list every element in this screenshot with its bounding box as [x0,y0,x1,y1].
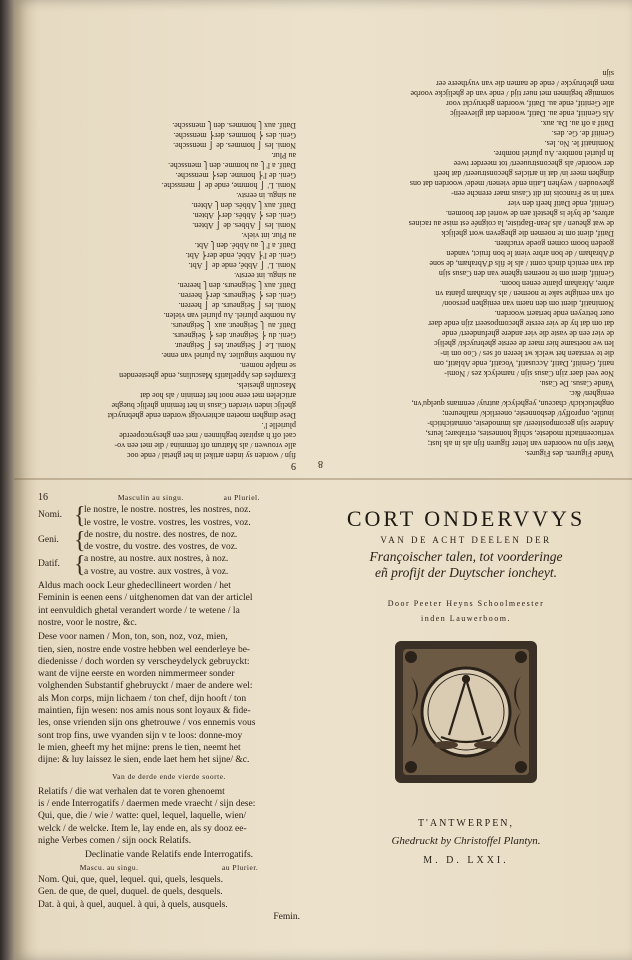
text-line: Datif a oft au. Da. aux. [540,119,614,128]
declension-row: de vostre, du vostre. des vostres, de voz. [84,542,238,553]
header-singular: Masculin au singu. [117,493,184,502]
text-line: Nomi. L' ⎧ homme, ende de ⎧ menssche. [161,181,296,190]
brace-icon: { [74,552,86,579]
header-plural: au Pluriel. [223,493,260,502]
text-line: die te verstaen het welck wt leeren of ses / Coo om in- [440,349,614,358]
text-line: is / ende Interrogatifs / daermen mede vraecht / sijn dese: [38,799,256,810]
text-line: Au nombre pluriel. Au pluriel van vielen. [163,311,296,320]
title-page [318,500,614,940]
text-line: volghenden Substantif ghebruyckt / maer de andere wel: [38,681,253,692]
book-title: CORT ONDERVVYS [346,506,586,531]
text-line: Als Genitif, ende au. Datif, woorden dat glieveelijc [450,109,614,118]
imprint-printer: Ghedruckt by Christoffel Plantyn. [391,835,541,847]
subject-line-1: Françoischer talen, tot voorderinge [369,549,563,564]
text-line: Examples des Appellatifs Masculins, ende ghesteenden [119,371,296,380]
page-number-lower-left: 16 [38,492,48,503]
text-line: dinghen meer in/ dat in articles gheconstrueert/ dat heeft [433,169,614,178]
upper-right-inverted-page [318,58,614,468]
brace-icon: { [74,503,86,530]
text-line: Geni. de l'⎨ homme. des⎨ menssche. [175,171,296,180]
text-line: Waer sijn nu woorden van letter figuren fijn als in als lust; [427,439,614,448]
text-line: de vier een de vaste die vier andere ghefundeert/ ende [441,329,614,338]
text-line: d'Abraham / de bon arbre vient le bon fruict, vanden [446,249,614,258]
text-line: arbres, de byle is ghestelt aen de wortel der boomen. [445,209,614,218]
heading-third-fourth-kind: Van de derde ende vierde soorte. [112,771,226,781]
text-line: nostre, voor le nostre, &c. [38,617,137,628]
text-line: Datif. au ⎩ Seigneur. aux ⎩ Seigneurs. [170,321,296,330]
text-line: Datif. aux⎩ hommes. den⎩ menssche. [172,121,296,130]
text-line: Nomi. les ⎧ hommes. de ⎧ menssche. [173,141,296,150]
text-line: Noe veel daer zijn Casus sijn / namelyck zes / Nomi- [444,369,614,378]
text-line: sont trop fins, uwe vyanden sijn v te loos: donne-moy [38,730,243,741]
case-label: Nomi. [38,510,63,521]
text-line: Dese dinghen moeten achtervolgt worden ende ghebruyckt [107,411,296,420]
text-line: se malple nomen. [239,361,296,370]
declension-row: a vostre, au vostre. aux vostres, à voz. [84,566,229,577]
plural-label: au Plurier. [221,862,259,872]
text-line: au Plur. int vielv. [241,231,296,240]
text-line: sijn [602,69,614,78]
text-line: vertuceenttacht modeste, schilg honnestes, ertrabare; leurs, [425,429,614,438]
text-line: dat van eenich dinch comt / als le fils d'Abraham, de sone [429,259,614,268]
author-line-2: inden Lauwerboom. [421,614,511,623]
text-line: Geni. du ⎨ Seigneur. des ⎨ Seigneurs. [172,331,296,340]
text-line: Dese voor namen / Mon, ton, son, noz, voz, mien, [38,632,228,643]
text-line: ongheluckich/ chaceun, yeghelyck/ autruy/ eenmans quelqu'vn, [411,399,614,408]
text-line: Datif. a l'⎩ au Abbé. den⎩ Abt. [194,241,296,250]
text-line: au singu. in eerstv. [236,191,296,200]
text-line: natif, Genitif, Datif, Accusatif, Vocatif, ende Ablatif, om [433,359,614,368]
text-line: Qui, que, die / wie / watte: quel, lequel, laquelle, wien/ [38,811,247,822]
text-line: Relatifs / die wat verhalen dat te voren ghenoemt [38,786,225,797]
upper-left-inverted-page [36,60,296,470]
text-line: nighe Verbes comen / sijn oock Relatifs. [38,836,192,847]
text-line: In pluriel nombre. Au pluriel nombre. [493,149,614,158]
text-line: ouer betreyen ende bertaert woorden. [494,309,614,318]
text-line: Nomi. Le ⎧ Seigneur. les ⎧ Seigneur. [174,341,296,350]
book-subtitle: VAN DE ACHT DEELEN DER [380,535,552,545]
paragraph-pronoun-usage [38,631,300,766]
book-binding [0,0,14,960]
text-line: eenighen/ &c. [569,389,614,398]
text-line: dat om dat hy de vier eerste ghecomposeert zijn ende daer [428,319,614,328]
text-line: Nomi. L' ⎧ Abbé, ende de ⎧ Abt. [188,261,296,270]
text-line: alle Genitif, ende au. Datif, woorden gebruyckt voor [446,99,614,108]
page-number-upper-right: 8 [318,458,323,469]
brace-icon: { [74,527,86,554]
text-line: men ghebruycke / ende de namen die van vuytheere eer [436,79,614,88]
text-line: ghevouden / weyhen Latin ende vienen/ mede/ woorden dat ons [409,179,614,188]
page-fold-line [14,478,632,480]
text-line: alle vrouwen / als Matrum oft femmina / die met een vo- [114,441,296,450]
text-line: maintien, fijn wesen: nos amis nous sont loyaux & fide- [38,706,251,717]
text-line: oft van eenighe sake te noemen / als Abraham planta vn [435,289,614,298]
text-line: Genitif, dient om te noemen tghene van den Casus sijn [438,269,614,278]
text-line: Aldus mach oock Leur ghedecllineert worden / het [38,581,231,592]
text-line: Nomi. les ⎧ Seigneurs. de ⎧ heeren. [178,301,296,310]
text-line: Geni. de l'⎨ Abbé, ende der⎨ Abt. [185,251,296,260]
text-line: articlelen met eene noot het feminin / als hoe dat [140,391,296,400]
text-line: Andere sijn gecompositeert/ als immodeste, onmatichtich- [427,419,614,428]
text-line: diedenisse / doch worden sy verscheydelyck gebruyckt: [38,656,250,667]
imprint-place: T'ANTWERPEN, [417,818,515,829]
text-line: Vande Casus. De Casu. [539,379,614,388]
text-line: fijn / worden sy inden artikel in het ghetal / ende ooc [126,451,296,460]
declension-row: le vostre, le vostre. vostres, les vostres, voz. [84,517,251,528]
declension-row: Gen. de que, de quel, duquel. de quels, desquels. [38,887,223,898]
text-line: le mien, gheeft my het mijne: prens le tien, neemt het [38,742,241,753]
possessive-dative [38,553,300,578]
case-label: Datif. [38,559,60,570]
declension-row: le nostre, le nostre. nostres, les nostres, noz. [84,505,251,516]
paragraph-relatives [38,786,300,847]
declension-row: de nostre, du nostre. des nostres, de noz. [84,529,238,540]
text-line: Datif. aux⎩ Seigneurs. den⎩ heeren. [177,281,296,290]
imprint-year: M. D. LXXI. [423,855,509,866]
lower-left-page [38,492,300,932]
text-line: Geni. des ⎨ hommes. der⎨ menssche. [173,131,296,140]
declension-row: Nom. Qui, que, quel, lequel. qui, quels, lesquels. [38,874,223,885]
text-line: Nomi. les ⎧ Abbes. de ⎧ Abten. [192,221,296,230]
text-line: tien, sien, nostre ende vostre hebben wel eenderleye be- [38,644,251,655]
paragraph-feminine-note [38,580,300,629]
text-line: plurielle l'. [261,421,296,430]
text-line: les, onse vrienden sijn ons ghetrouwe / vos ennemis vous [38,718,256,729]
text-line: Masculin ghesiels. [236,381,296,390]
text-line: Feminin is eenen eens / uitghenomen dat van der articlel [38,593,253,604]
text-line: len we noetsame hier maer de eerste ghebruyckt/ ghelijc [434,339,614,348]
author-line-1: Door Peeter Heyns Schoolmeester [387,599,545,608]
printers-device-icon [391,637,541,787]
text-line: goeden boom comen goede vruchten. [494,239,614,248]
text-line: welck / de welcke. Item le, lay ende en, als sy dooz ee- [38,823,247,834]
text-line: arbre, Abraham plante eenen boom. [499,279,614,288]
relatives-table [38,874,300,911]
heading-declination: Declinatie vande Relatifs ende Interrogatifs. [84,850,254,861]
text-line: Vande Figuren. des Figures. [524,449,614,458]
subject-line-2: eñ profijt der Duytscher ioncheyt. [374,565,558,580]
text-line: Genitif, ende Datif heeft den vier [507,199,614,208]
text-line: Nominatif, dient om den naem van eenighen persoon/ [442,299,614,308]
text-line: au Plur. [271,151,296,160]
text-line: Au nombre singulier. Au pluriel van enne. [161,351,296,360]
upper-left-text-lines [36,120,296,460]
text-line: de wat gheuen / als Jean-Baptiste, la coignée est mise au racines [408,219,614,228]
text-line: der woorde/ als gheconstruueert/ tot meerder twee [453,159,614,168]
text-line: dijne: & luy laissez le sien, ende laet hem het sijne/ &c. [38,755,250,766]
declension-row: a nostre, au nostre. aux nostres, à noz. [84,554,229,565]
text-line: want de vijne eerste en worden nimmermeer sonder [38,669,235,680]
text-line: sommige beginnen met nuer tijd / ende van de ghelijcke voorbe [410,89,614,98]
text-line: Datif. a l'⎩ au homme. den⎩ menssche. [168,161,296,170]
text-line: Geni. des ⎨ Seigneurs. der⎨ heeren. [178,291,296,300]
feminine-label: Femin. [273,911,300,922]
text-line: Datif, dient om te noemen die ghegeven wort ghelijck [441,229,614,238]
text-line: cael oft h aspirate beghinnen / met een ghesyncopeerde [119,431,296,440]
book-subject [318,549,614,581]
text-line: int eenvuldich ghetal verandert worde / te wetene / la [38,605,240,616]
text-line: inutile, onproffyt/ deshonneste, oneerlick/ malheuren; [442,409,614,418]
declension-row: Dat. à qui, à quel, auquel. à qui, à quels, ausquels. [38,899,228,910]
possessive-genitive [38,529,300,554]
possessive-nominative [38,504,300,529]
text-line: ghelijc inden vierden Casus in het feminin ghelijc bueghe [111,401,296,410]
text-line: vant in se Francois int dit Casus maer erenche een- [451,189,614,198]
page-number-upper-left: 9 [291,460,296,471]
text-line: als Mon corps, mijn lichaem / ton chef, dijn hooft / ton [38,693,247,704]
text-line: Nominatif le. No. les. [544,139,614,148]
text-line: Genitif de. Ge. des. [551,129,614,138]
text-line: Datif. aux⎩ Abbés. den⎩ Abten. [191,201,296,210]
text-line: au singu. int eerstv. [234,271,296,280]
text-line: Geni. des ⎨ Abbés. der⎨ Abten. [192,211,296,220]
case-label: Geni. [38,534,59,545]
upper-right-text-lines [318,68,614,458]
masculine-label: Mascu. au singu. [79,862,139,872]
